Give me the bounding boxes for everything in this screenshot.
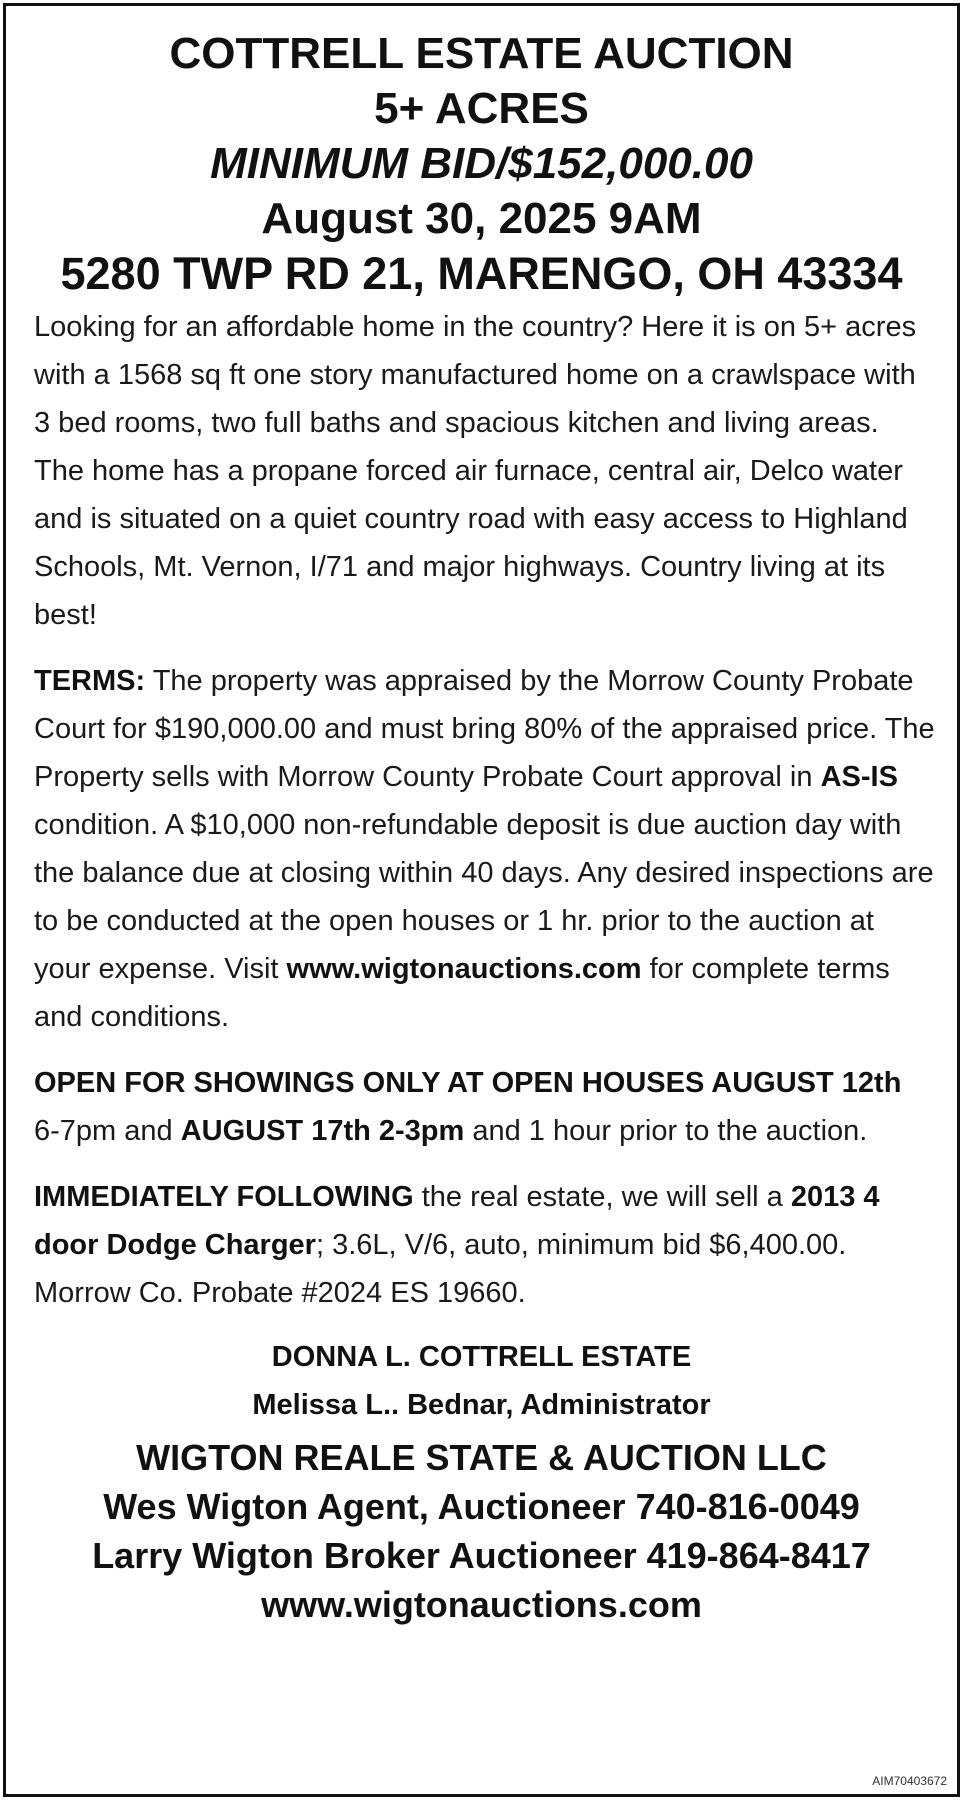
showings-paragraph [34,1059,935,1155]
ad-body [6,303,957,1317]
minimum-bid: MINIMUM BID/$152,000.00 [210,139,753,188]
following-label: IMMEDIATELY FOLLOWING [34,1181,414,1213]
vehicle-name: 2013 4 door Dodge Charger [34,1181,880,1261]
estate-name: DONNA L. COTTRELL ESTATE [271,1341,692,1373]
terms-text-1: The property was appraised by the Morrow County Probate Court for $190,000.00 and must bring 80% of the appraised price. The Property sells with Morrow County Probate Court approval in [34,665,935,793]
company-block [6,1433,957,1629]
showing-date-1: OPEN FOR SHOWINGS ONLY AT OPEN HOUSES AUGUST 12th [34,1067,902,1099]
following-paragraph [34,1173,935,1317]
agent-contact-2: Larry Wigton Broker Auctioneer 419-864-8417 [92,1535,871,1576]
terms-text-3: for complete terms and conditions. [34,953,890,1033]
terms-text-2: condition. A $10,000 non-refundable deposit is due auction day with the balance due at closing within 40 days. Any desired inspections are to be conducted at the open houses or 1 hr. prior to the auction at your expense. Visit [34,809,934,985]
auction-ad [3,3,960,1797]
showing-date-2: AUGUST 17th 2-3pm [180,1115,465,1147]
ad-reference-code: AIM70403672 [872,1774,947,1788]
showings-text-2: and 1 hour prior to the auction. [464,1115,868,1147]
terms-label: TERMS: [34,665,146,697]
estate-administrator: Melissa L.. Bednar, Administrator [252,1389,711,1421]
agent-contact-1: Wes Wigton Agent, Auctioneer 740-816-0049 [103,1486,860,1527]
ad-header [6,6,957,301]
acreage: 5+ ACRES [374,84,589,133]
following-text-1: the real estate, we will sell a [413,1181,791,1213]
estate-block [6,1333,957,1429]
ad-title: COTTRELL ESTATE AUCTION [169,29,794,78]
company-name: WIGTON REALE STATE & AUCTION LLC [136,1437,827,1478]
property-address: 5280 TWP RD 21, MARENGO, OH 43334 [60,248,903,299]
as-is-text: AS-IS [820,761,898,793]
following-text-2: ; 3.6L, V/6, auto, minimum bid $6,400.00. Morrow Co. Probate #2024 ES 19660. [34,1229,847,1309]
auction-date: August 30, 2025 9AM [261,194,702,243]
terms-website-link[interactable]: www.wigtonauctions.com [286,953,642,985]
showings-text-1: 6-7pm and [34,1115,181,1147]
terms-paragraph [34,657,935,1041]
intro-paragraph: Looking for an affordable home in the country? Here it is on 5+ acres with a 1568 sq ft one story manufactured home on a crawlspace with 3 bed rooms, two full baths and spacious kitchen and living areas. The home has a propane forced air furnace, central air, Delco water and is situated on a quiet country road with easy access to Highland Schools, Mt. Vernon, I/71 and major highways. Country living at its best! [34,311,917,631]
company-website-link[interactable]: www.wigtonauctions.com [261,1584,702,1625]
